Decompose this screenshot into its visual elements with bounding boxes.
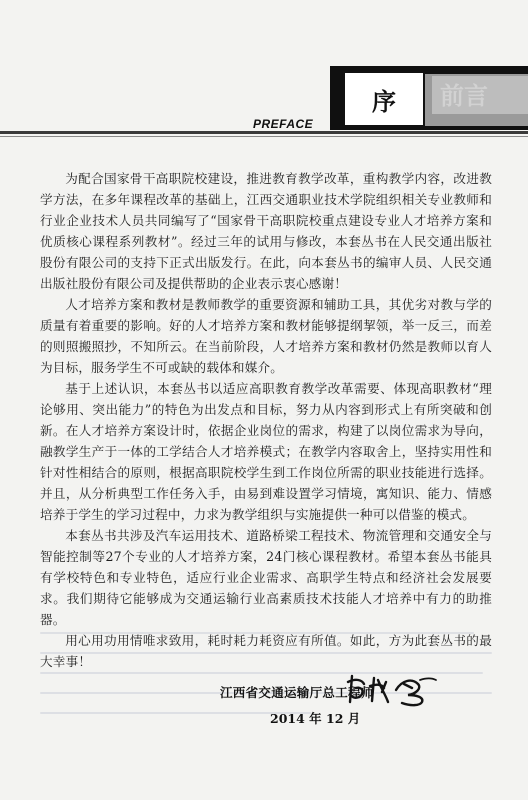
page-title: 序	[372, 87, 396, 116]
header-rule	[0, 131, 528, 134]
preface-body	[40, 168, 492, 672]
handwritten-signature	[342, 668, 442, 708]
bleed-line	[40, 652, 492, 654]
title-box	[343, 71, 425, 127]
paragraph: 为配合国家骨干高职院校建设，推进教育教学改革，重构教学内容，改进教学方法，在多年课程改革的基础上，江西交通职业技术学院组织相关专业教师和行业企业技术人员共同编写了“国家骨干高职院校重点建设专业人才培养方案和优质核心课程系列教材”。经过三年的试用与修改，本套丛书在人民交通出版社股份有限公司的支持下正式出版发行。在此，向本套丛书的编审人员、人民交通出版社股份有限公司及提供帮助的企业表示衷心感谢！	[40, 171, 492, 291]
header-echo-box	[432, 76, 528, 114]
bleed-line	[40, 632, 474, 634]
signature-date: 2014 年 12 月	[270, 711, 361, 726]
header-echo-title: 前言	[440, 82, 488, 110]
paragraph: 用心用功用情唯求致用，耗时耗力耗资应有所值。如此，方为此套丛书的最大幸事！	[40, 633, 492, 669]
header-band	[0, 0, 528, 131]
paragraph: 本套丛书共涉及汽车运用技术、道路桥梁工程技术、物流管理和交通安全与智能控制等27个专业的人才培养方案，24门核心课程教材。希望本套丛书能具有学校特色和专业特色，适应行业企业需求、高职学生特点和经济社会发展要求。我们期待它能够成为交通运输行业高素质技术技能人才培养中有力的助推器。	[40, 528, 492, 627]
preface-label: PREFACE	[253, 117, 314, 131]
paragraph: 基于上述认识，本套丛书以适应高职教育教学改革需要、体现高职教材“理论够用、突出能力”的特色为出发点和目标，努力从内容到形式上有所突破和创新。在人才培养方案设计时，依据企业岗位的需求，构建了以岗位需求为导向，融教学生产于一体的工学结合人才培养模式；在教学内容取舍上，坚持实用性和针对性相结合的原则，根据高职院校学生到工作岗位所需的职业技能进行选择。并且，从分析典型工作任务入手，由易到难设置学习情境，寓知识、能力、情感培养于学生的学习过程中，力求为教学组织与实施提供一种可以借鉴的模式。	[40, 381, 492, 522]
signer-title: 江西省交通运输厅总工程师	[220, 685, 374, 700]
paragraph: 人才培养方案和教材是教师教学的重要资源和辅助工具，其优劣对教与学的质量有着重要的影响。好的人才培养方案和教材能够提纲挈领，举一反三，而差的则照搬照抄，不知所云。在当前阶段，人才培养方案和教材仍然是教师以育人为目标，服务学生不可或缺的载体和媒介。	[40, 297, 492, 375]
header-rule-thin	[0, 136, 528, 137]
